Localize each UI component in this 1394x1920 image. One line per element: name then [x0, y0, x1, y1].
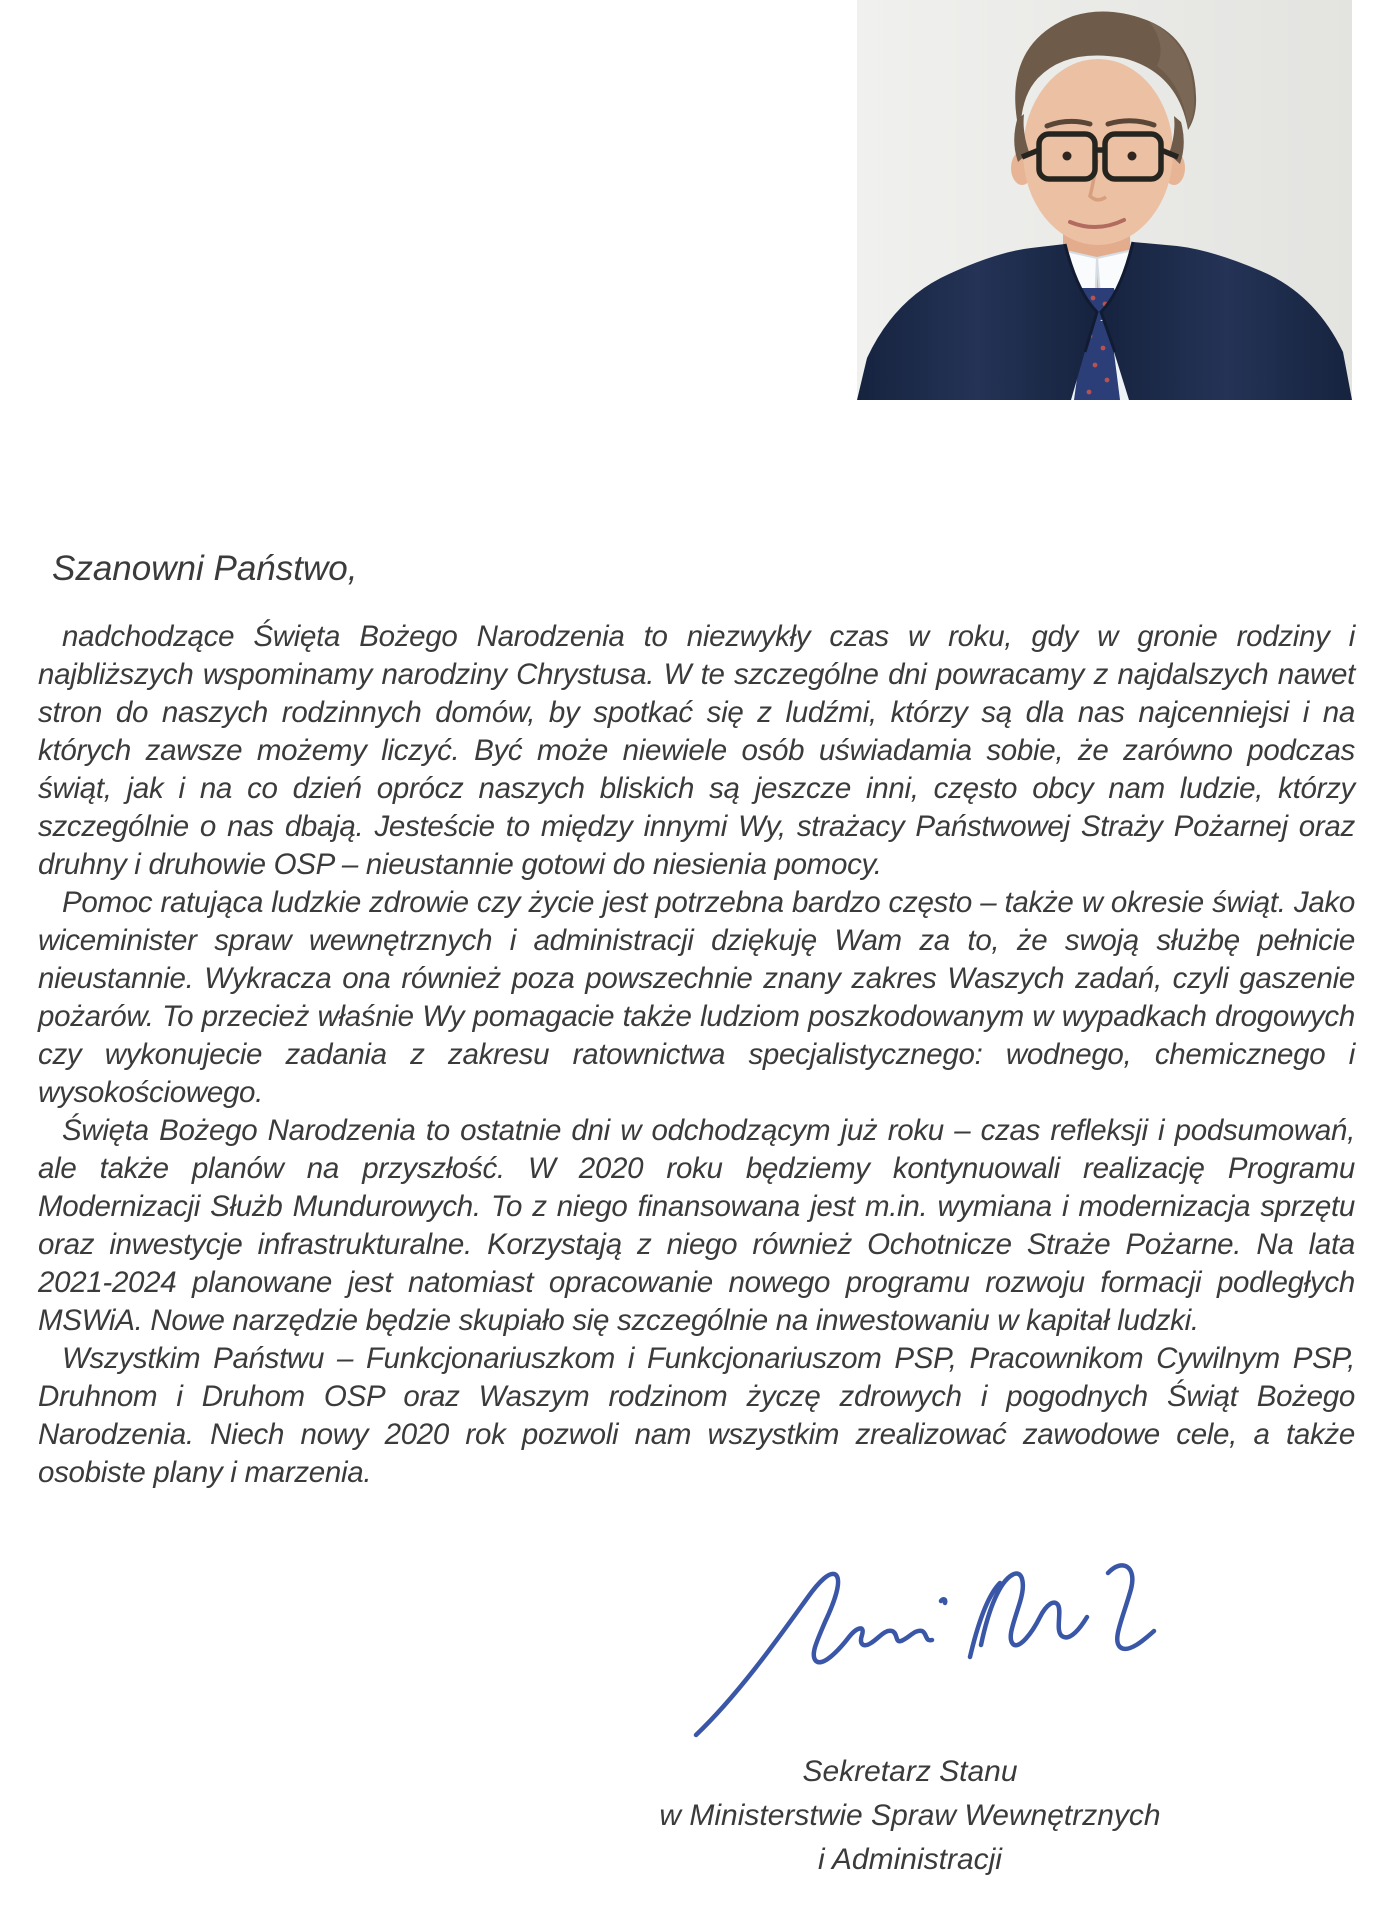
official-portrait-photo: [857, 0, 1352, 400]
signoff-ministry: w Ministerstwie Spraw Wewnętrznych: [659, 1799, 1161, 1832]
letter-body: [38, 548, 1355, 1492]
handwritten-signature: [688, 1545, 1158, 1740]
portrait-illustration: [857, 0, 1352, 400]
paragraph-3: Święta Bożego Narodzenia to ostatnie dni w odchodzącym już roku – czas refleksji i podsumowań, ale także planów na przyszłość. W 2020 roku będziemy kontynuowali realizację Programu Modernizacji Służb Mundurowych. To z niego finansowana jest m.in. wymiana i modernizacja sprzętu oraz inwestycje infrastrukturalne. Korzystają z niego również Ochotnicze Straże Pożarne. Na lata 2021-2024 planowane jest natomiast opracowanie nowego programu rozwoju formacji podległych MSWiA. Nowe narzędzie będzie skupiało się szczególnie na inwestowaniu w kapitał ludzki.: [38, 1114, 1355, 1337]
salutation: Szanowni Państwo,: [52, 549, 358, 588]
paragraph-1: nadchodzące Święta Bożego Narodzenia to niezwykły czas w roku, gdy w gronie rodziny i najbliższych wspominamy narodziny Chrystusa. W te szczególne dni powracamy z najdalszych nawet stron do naszych rodzinnych domów, by spotkać się z ludźmi, którzy są dla nas najcenniejsi i na których zawsze możemy liczyć. Być może niewiele osób uświadamia sobie, że zarówno podczas świąt, jak i na co dzień oprócz naszych bliskich są jeszcze inni, często obcy nam ludzie, którzy szczególnie o nas dbają. Jesteście to między innymi Wy, strażacy Państwowej Straży Pożarnej oraz druhny i druhowie OSP – nieustannie gotowi do niesienia pomocy.: [38, 620, 1355, 881]
signoff-title: Sekretarz Stanu: [802, 1755, 1018, 1788]
paragraph-2: Pomoc ratująca ludzkie zdrowie czy życie jest potrzebna bardzo często – także w okresie świąt. Jako wiceminister spraw wewnętrznych i administracji dziękuję Wam za to, że swoją służbę pełnicie nieustannie. Wykracza ona również poza powszechnie znany zakres Waszych zadań, czyli gaszenie pożarów. To przecież właśnie Wy pomagacie także ludziom poszkodowanym w wypadkach drogowych czy wykonujecie zadania z zakresu ratownictwa specjalistycznego: wodnego, chemicznego i wysokościowego.: [38, 886, 1355, 1109]
signoff-block: [640, 1750, 1180, 1882]
paragraph-4: Wszystkim Państwu – Funkcjonariuszkom i Funkcjonariuszom PSP, Pracownikom Cywilnym PSP, Druhnom i Druhom OSP oraz Waszym rodzinom życzę zdrowych i pogodnych Świąt Bożego Narodzenia. Niech nowy 2020 rok pozwoli nam wszystkim zrealizować zawodowe cele, a także osobiste plany i marzenia.: [38, 1342, 1355, 1489]
signature-strokes: [688, 1545, 1158, 1740]
letter-paragraphs: [38, 618, 1355, 1492]
signoff-ministry-2: i Administracji: [818, 1843, 1002, 1876]
